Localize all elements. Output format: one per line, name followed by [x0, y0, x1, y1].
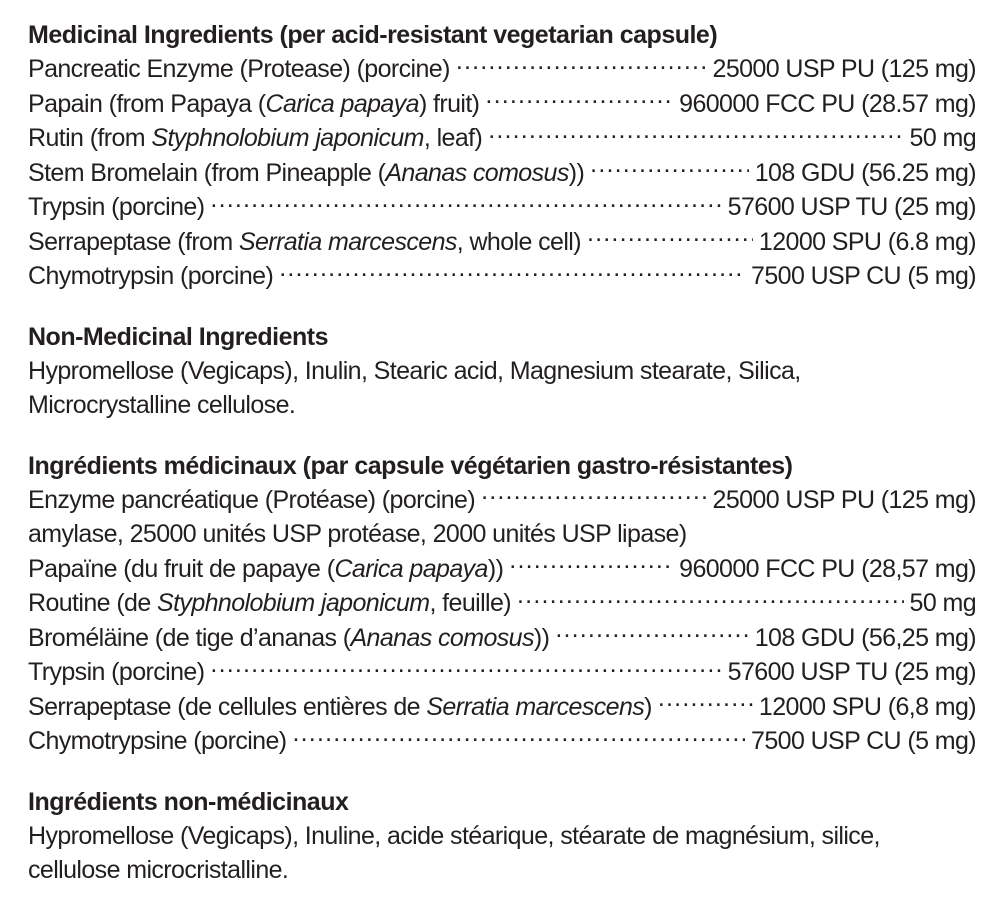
fr-non-medicinal-heading: Ingrédients non-médicinaux: [28, 787, 349, 816]
ingredient-name-text: Trypsin (porcine): [28, 658, 205, 686]
ingredient-species: Styphnolobium japonicum: [157, 589, 430, 617]
ingredient-name-text: Rutin (from: [28, 124, 152, 152]
fr-medicinal-section: [28, 449, 976, 759]
ingredient-name-text: Enzyme pancréatique (Protéase) (porcine): [28, 485, 476, 514]
ingredient-species: Serratia marcescens: [238, 227, 457, 256]
dot-leader: [481, 483, 706, 508]
ingredient-name-text: Serrapeptase (from: [28, 227, 239, 256]
ingredient-name: [28, 586, 511, 621]
ingredient-row: [28, 655, 976, 690]
ingredient-amount: 25000 USP PU (125 mg): [712, 485, 976, 514]
dot-leader: [456, 52, 707, 77]
ingredient-name-text: Serrapeptase (de cellules entières de: [28, 692, 427, 721]
ingredient-amount: 960000 FCC PU (28.57 mg): [679, 89, 976, 118]
ingredient-name: [28, 724, 287, 759]
ingredient-continuation: amylase, 25000 unités USP protéase, 2000 unités USP lipase): [28, 520, 687, 548]
en-non-medicinal-section: [28, 320, 976, 423]
ingredient-species: Ananas comosus: [385, 158, 569, 187]
ingredient-name: [28, 225, 581, 260]
ingredient-name: [28, 52, 450, 87]
ingredient-name-suffix: , feuille): [429, 589, 512, 617]
ingredient-name-text: Pancreatic Enzyme (Protease) (porcine): [28, 55, 450, 83]
fr-non-medicinal-section: [28, 785, 976, 888]
ingredient-species: Carica papaya: [265, 89, 419, 118]
ingredient-name: [28, 259, 273, 294]
dot-leader: [517, 586, 903, 611]
dot-leader: [210, 190, 721, 215]
ingredient-amount: 57600 USP TU (25 mg): [727, 658, 976, 686]
ingredient-amount: 960000 FCC PU (28,57 mg): [679, 554, 976, 583]
ingredient-name-text: Stem Bromelain (from Pineapple (: [28, 158, 386, 187]
dot-leader: [293, 724, 746, 749]
ingredient-amount: 57600 USP TU (25 mg): [727, 193, 976, 221]
ingredient-species: Styphnolobium japonicum: [151, 124, 424, 152]
ingredient-name-text: Papain (from Papaya (: [28, 89, 266, 118]
ingredient-row: [28, 483, 976, 518]
ingredient-species: Carica papaya: [334, 554, 488, 583]
ingredient-row: [28, 87, 976, 122]
dot-leader: [590, 156, 749, 181]
ingredient-name: [28, 552, 503, 587]
fr-medicinal-heading: Ingrédients médicinaux (par capsule végétarien gastro-résistantes): [28, 451, 793, 480]
ingredient-row: [28, 690, 976, 725]
fr-ingredient-list: [28, 483, 976, 759]
dot-leader: [488, 121, 903, 146]
dot-leader: [509, 552, 673, 577]
ingredient-name-text: Papaïne (du fruit de papaye (: [28, 554, 335, 583]
ingredient-row: [28, 621, 976, 656]
ingredient-row: [28, 156, 976, 191]
en-medicinal-section: [28, 18, 976, 294]
ingredient-amount: 7500 USP CU (5 mg): [751, 262, 976, 290]
ingredient-row: [28, 190, 976, 225]
ingredient-name: [28, 690, 652, 725]
ingredient-species: Ananas comosus: [350, 623, 534, 652]
ingredient-amount: 108 GDU (56,25 mg): [754, 623, 976, 652]
ingredient-species: Serratia marcescens: [426, 692, 645, 721]
ingredient-row: [28, 724, 976, 759]
ingredient-name-text: Broméläine (de tige d’ananas (: [28, 623, 351, 652]
dot-leader: [658, 690, 753, 715]
ingredient-amount: 12000 SPU (6,8 mg): [758, 692, 976, 721]
en-medicinal-heading: Medicinal Ingredients (per acid-resistant vegetarian capsule): [28, 21, 718, 49]
ingredient-name-text: Trypsin (porcine): [28, 193, 205, 221]
ingredient-name-suffix: ): [644, 692, 652, 721]
ingredient-name: [28, 121, 482, 156]
ingredient-name-suffix: )): [533, 623, 550, 652]
ingredient-name: [28, 87, 479, 122]
ingredient-row: [28, 586, 976, 621]
ingredient-name-suffix: ) fruit): [418, 89, 480, 118]
dot-leader: [279, 259, 745, 284]
dot-leader: [485, 87, 673, 112]
ingredient-amount: 50 mg: [909, 589, 976, 617]
ingredient-name: [28, 655, 204, 690]
ingredient-name: [28, 190, 204, 225]
en-non-medicinal-text: Hypromellose (Vegicaps), Inulin, Stearic acid, Magnesium stearate, Silica, Microcrystalline cellulose.: [28, 356, 801, 419]
ingredient-name: [28, 156, 584, 191]
ingredient-row: [28, 52, 976, 87]
ingredient-name-text: Chymotrypsine (porcine): [28, 727, 287, 755]
en-ingredient-list: [28, 52, 976, 294]
fr-non-medicinal-text: Hypromellose (Vegicaps), Inuline, acide stéarique, stéarate de magnésium, silice, cellulose microcristalline.: [28, 821, 880, 884]
ingredient-amount: 25000 USP PU (125 mg): [712, 55, 976, 83]
ingredient-name-suffix: )): [487, 554, 504, 583]
ingredient-name: [28, 483, 475, 518]
ingredient-row: [28, 259, 976, 294]
ingredient-name-suffix: , whole cell): [456, 227, 581, 256]
ingredient-amount: 50 mg: [909, 124, 976, 152]
ingredient-name: [28, 621, 549, 656]
dot-leader: [210, 655, 721, 680]
ingredient-row: [28, 121, 976, 156]
en-non-medicinal-heading: Non-Medicinal Ingredients: [28, 322, 329, 351]
ingredient-name-suffix: )): [568, 158, 585, 187]
dot-leader: [587, 225, 753, 250]
ingredient-amount: 7500 USP CU (5 mg): [751, 727, 976, 755]
ingredient-name-suffix: , leaf): [423, 124, 483, 152]
ingredient-amount: 12000 SPU (6.8 mg): [758, 227, 976, 256]
ingredient-name-text: Routine (de: [28, 589, 157, 617]
ingredient-amount: 108 GDU (56.25 mg): [754, 158, 976, 187]
ingredients-label: [28, 18, 976, 888]
ingredient-name-text: Chymotrypsin (porcine): [28, 262, 274, 290]
ingredient-row: [28, 225, 976, 260]
ingredient-row: [28, 552, 976, 587]
dot-leader: [555, 621, 748, 646]
